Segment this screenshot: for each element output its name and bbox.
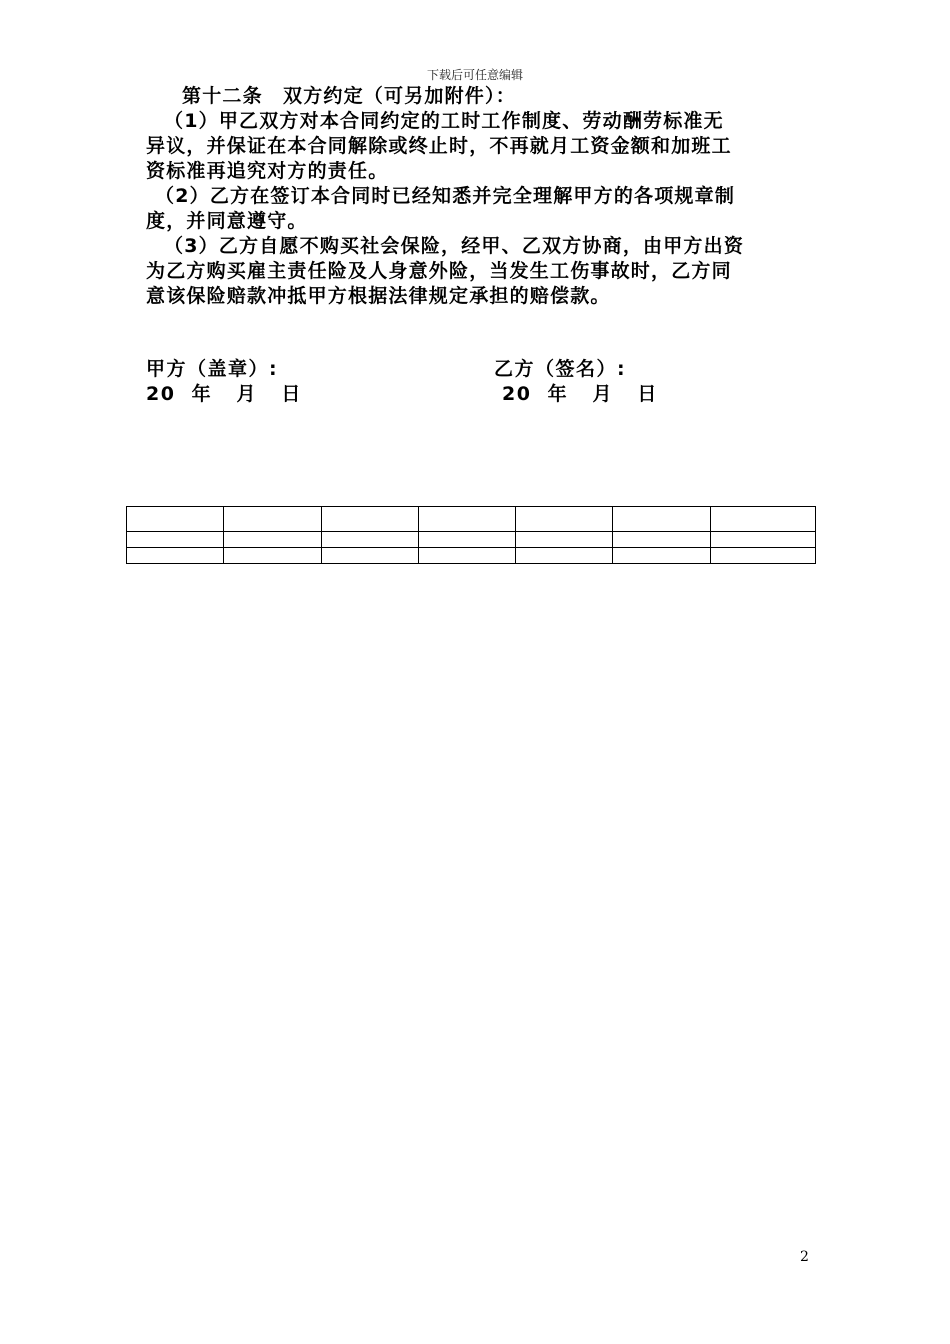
table-cell <box>613 548 711 564</box>
header-note: 下载后可任意编辑 <box>426 68 523 82</box>
clause-1-line-3: 资标准再追究对方的责任。 <box>146 160 389 182</box>
table-cell <box>419 532 516 548</box>
table-cell <box>224 507 322 532</box>
table-cell <box>711 507 816 532</box>
clause-1-line-1: （1）甲乙双方对本合同约定的工时工作制度、劳动酬劳标准无 <box>164 110 724 132</box>
article-title: 第十二条 双方约定（可另加附件）： <box>182 85 516 107</box>
table-cell <box>127 507 224 532</box>
clause-3-line-1: （3）乙方自愿不购买社会保险，经甲、乙双方协商，由甲方出资 <box>164 235 745 257</box>
party-a-label: 甲方（盖章）: <box>146 358 279 380</box>
party-a-date: 20 年 月 日 <box>146 383 302 405</box>
table-cell <box>127 548 224 564</box>
table-row <box>127 532 816 548</box>
clause-2-line-2: 度，并同意遵守。 <box>146 210 308 232</box>
table-cell <box>224 532 322 548</box>
table-cell <box>613 532 711 548</box>
table-cell <box>516 548 613 564</box>
table-cell <box>711 548 816 564</box>
blank-table <box>126 506 816 564</box>
table-cell <box>322 507 419 532</box>
clause-1-line-2: 异议，并保证在本合同解除或终止时，不再就月工资金额和加班工 <box>146 135 732 157</box>
table-cell <box>516 532 613 548</box>
table-cell <box>224 548 322 564</box>
table-row <box>127 507 816 532</box>
page-number: 2 <box>800 1249 809 1265</box>
table-cell <box>322 548 419 564</box>
party-b-label: 乙方（签名）: <box>494 358 627 380</box>
clause-3-line-3: 意该保险赔款冲抵甲方根据法律规定承担的赔偿款。 <box>146 285 611 307</box>
clause-2-line-1: （2）乙方在签订本合同时已经知悉并完全理解甲方的各项规章制 <box>155 185 736 207</box>
table-row <box>127 548 816 564</box>
table-cell <box>711 532 816 548</box>
table-cell <box>419 507 516 532</box>
table-cell <box>613 507 711 532</box>
table-cell <box>127 532 224 548</box>
table-cell <box>322 532 419 548</box>
clause-3-line-2: 为乙方购买雇主责任险及人身意外险，当发生工伤事故时，乙方同 <box>146 260 732 282</box>
party-b-date: 20 年 月 日 <box>502 383 658 405</box>
table-cell <box>516 507 613 532</box>
table-cell <box>419 548 516 564</box>
